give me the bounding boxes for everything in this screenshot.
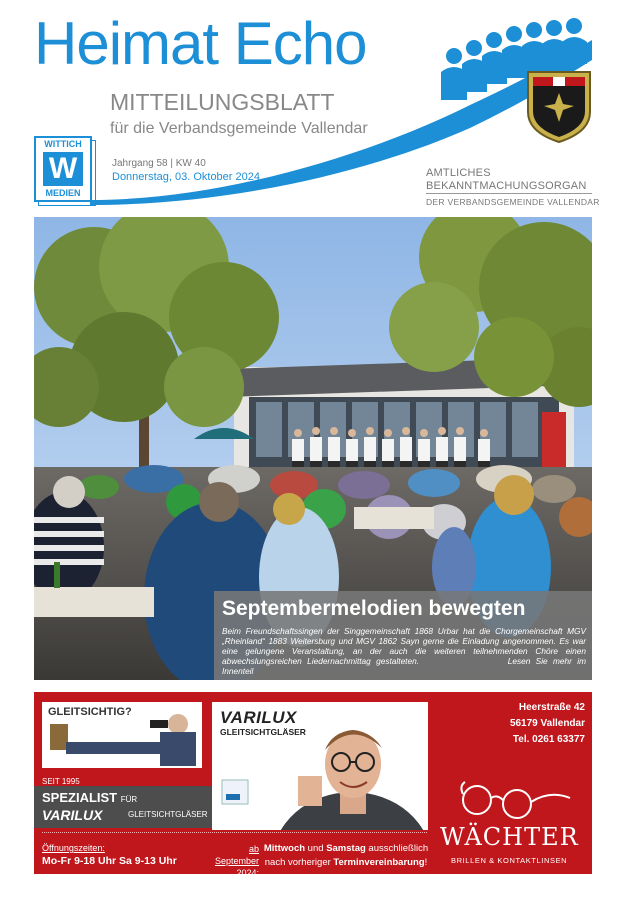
official-organ-line-2: BEKANNTMACHUNGSORGAN: [426, 179, 587, 192]
ad-headline: GLEITSICHTIG?: [48, 706, 132, 718]
feature-headline[interactable]: Septembermelodien bewegten: [222, 597, 526, 620]
notice-und: und: [305, 843, 327, 854]
notice-exclamation: !: [424, 857, 428, 869]
organ-divider: [426, 193, 592, 194]
specialist-title: [42, 790, 137, 805]
specialist-fuer: FÜR: [120, 795, 138, 804]
from-september-label: [203, 843, 259, 879]
publisher-name-bottom: MEDIEN: [45, 188, 81, 198]
publisher-logo: [34, 136, 92, 202]
varilux-subtitle: GLEITSICHTGLÄSER: [220, 727, 306, 737]
publisher-letter-icon: W: [43, 152, 83, 186]
appointment-notice-line-1: [262, 842, 430, 856]
publication-region: für die Verbandsgemeinde Vallendar: [110, 120, 368, 137]
ad-dotted-divider: [42, 832, 427, 833]
shop-subtitle: BRILLEN & KONTAKTLINSEN: [451, 856, 568, 865]
notice-prior: nach vorheriger: [264, 857, 334, 869]
notice-exclusive: ausschließlich: [365, 843, 429, 854]
specialist-brand: VARILUX: [42, 807, 103, 823]
official-organ-line-3: DER VERBANDSGEMEINDE VALLENDAR: [426, 197, 600, 207]
notice-mittwoch: Mittwoch: [263, 843, 306, 854]
feature-teaser-text: Beim Freundschaftssingen der Singgemeinschaft 1868 Urbar hat die Chorgemeinschaft MGV „Rheinland“ 1883 Weitersburg und MGV 1862 Sayn gerne die Einladung angenommen. Es war eine gelungene Veranstaltung, an der auch die weiteren teilnehmenden Chöre einen abwechslungsreichen Liedernachmittag gestalteten.: [222, 626, 586, 666]
masthead-header: [0, 0, 625, 215]
read-more-link[interactable]: Lesen Sie mehr im Innenteil: [222, 655, 586, 676]
from-september-line-1: ab September: [214, 844, 259, 867]
opening-hours-label: Öffnungszeiten:: [42, 843, 105, 853]
varilux-logo: VARILUX: [220, 708, 297, 727]
since-label: SEIT 1995: [42, 777, 80, 786]
coat-of-arms-icon: [528, 72, 590, 142]
specialist-sub: GLEITSICHTGLÄSER: [128, 810, 208, 819]
address-phone[interactable]: Tel. 0261 63377: [512, 734, 585, 745]
glasses-icon: [455, 780, 575, 820]
feature-teaser: [222, 627, 586, 677]
issue-date: Donnerstag, 03. Oktober 2024: [112, 171, 260, 183]
publisher-name-top: WITTICH: [44, 139, 82, 149]
opening-hours-value: Mo-Fr 9-18 Uhr Sa 9-13 Uhr: [42, 855, 177, 867]
shop-address: [510, 700, 585, 748]
official-organ-label: [426, 167, 586, 192]
official-organ-line-1: AMTLICHES: [426, 167, 491, 179]
publication-subtitle: MITTEILUNGSBLATT: [110, 89, 335, 115]
address-city: 56179 Vallendar: [509, 718, 585, 729]
specialist-word: SPEZIALIST: [42, 790, 118, 805]
shop-name: WÄCHTER: [440, 823, 579, 851]
from-september-line-2: 2024:: [236, 868, 259, 879]
address-street: Heerstraße 42: [518, 702, 585, 713]
appointment-notice-line-2: [262, 856, 430, 870]
notice-samstag: Samstag: [326, 843, 366, 854]
masthead-title: Heimat Echo: [34, 10, 367, 77]
appointment-notice: [262, 842, 430, 871]
issue-volume: Jahrgang 58 | KW 40: [112, 158, 206, 169]
notice-appointment: Terminvereinbarung: [333, 857, 425, 869]
